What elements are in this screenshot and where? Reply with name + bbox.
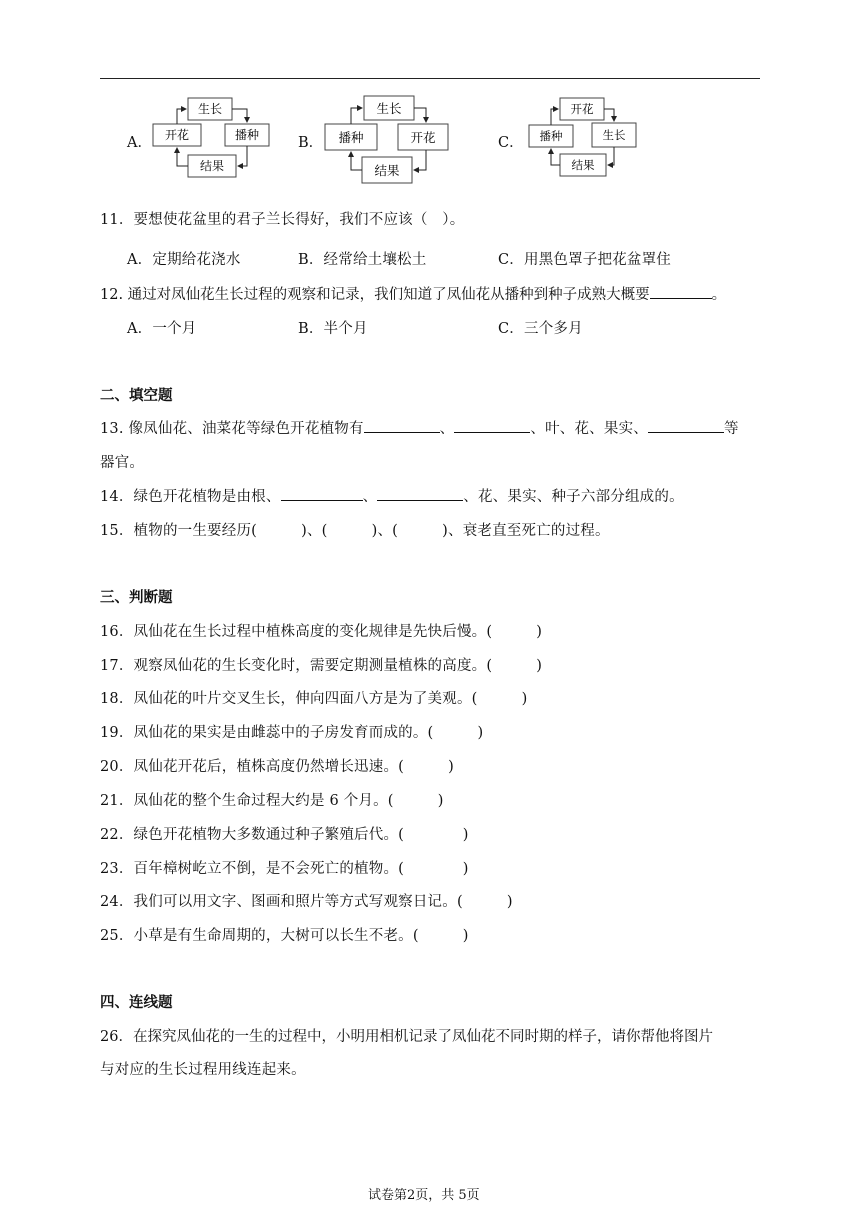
q10a-text-right: 播种: [234, 128, 260, 142]
q10c-text-left: 播种: [539, 129, 563, 143]
q10-option-c-label: C．: [498, 135, 524, 151]
q10-option-a-label: A．: [127, 135, 152, 151]
q16-text: 16．凤仙花在生长过程中植株高度的变化规律是先快后慢。( ): [100, 624, 543, 640]
q11-option-b: B．经常给土壤松土: [298, 252, 427, 268]
q14-sep: 、: [362, 489, 378, 505]
q12-blank[interactable]: [650, 284, 712, 299]
q14-blank-1[interactable]: [281, 486, 363, 501]
q10a-text-top: 生长: [197, 102, 223, 116]
q18-text: 18．凤仙花的叶片交叉生长，伸向四面八方是为了美观。( ): [100, 691, 528, 707]
q13-text-a: 13. 像凤仙花、油菜花等绿色开花植物有: [100, 421, 364, 437]
q13-blank-1[interactable]: [364, 418, 440, 433]
q12-option-b: B．半个月: [298, 321, 368, 337]
q11-text: 11．要想使花盆里的君子兰长得好，我们不应该（ ）。: [100, 212, 465, 228]
q13-line2: 器官。: [100, 455, 145, 471]
q14-text-end: 、花、果实、种子六部分组成的。: [463, 489, 684, 505]
q21-text: 21．凤仙花的整个生命过程大约是 6 个月。( ): [100, 793, 444, 809]
q10b-text-bottom: 结果: [374, 163, 400, 178]
q10a-text-left: 开花: [164, 128, 190, 142]
q12-text: 12. 通过对凤仙花生长过程的观察和记录，我们知道了凤仙花从播种到种子成熟大概要: [100, 287, 650, 303]
q13-text-mid: 、叶、花、果实、: [530, 421, 648, 437]
q13-text-end: 等: [723, 421, 739, 437]
q12-option-c: C．三个多月: [498, 321, 583, 337]
q14-text-a: 14．绿色开花植物是由根、: [100, 489, 281, 505]
q10-option-b-label: B．: [298, 135, 324, 151]
q11-option-c: C．用黑色罩子把花盆罩住: [498, 252, 671, 268]
q25-text: 25．小草是有生命周期的，大树可以长生不老。( ): [100, 928, 469, 944]
q11-option-a: A．定期给花浇水: [127, 252, 241, 268]
q14-blank-2[interactable]: [377, 486, 463, 501]
q10b-text-right: 开花: [410, 130, 436, 145]
q10b-text-left: 播种: [338, 130, 364, 145]
q26-line1: 26．在探究凤仙花的一生的过程中，小明用相机记录了凤仙花不同时期的样子，请你帮他将图片: [100, 1029, 713, 1045]
header-rule: [100, 78, 760, 79]
section2-title: 二、填空题: [100, 387, 173, 404]
q12-line: [100, 283, 726, 304]
section4-title: 四、连线题: [100, 994, 173, 1011]
q13-line1: [100, 417, 739, 438]
q10-option-a-diagram: [150, 95, 270, 183]
q15-text: 15．植物的一生要经历( )、( )、( )、衰老直至死亡的过程。: [100, 523, 610, 539]
q24-text: 24．我们可以用文字、图画和照片等方式写观察日记。( ): [100, 894, 513, 910]
q10c-text-bottom: 结果: [571, 158, 595, 172]
q23-text: 23．百年樟树屹立不倒，是不会死亡的植物。( ): [100, 861, 469, 877]
q22-text: 22．绿色开花植物大多数通过种子繁殖后代。( ): [100, 827, 469, 843]
q10c-text-top: 开花: [570, 102, 594, 116]
q10a-text-bottom: 结果: [199, 159, 225, 173]
q20-text: 20．凤仙花开花后，植株高度仍然增长迅速。( ): [100, 759, 454, 775]
q19-text: 19．凤仙花的果实是由雌蕊中的子房发育而成的。( ): [100, 725, 484, 741]
q13-blank-2[interactable]: [454, 418, 530, 433]
q10c-text-right: 生长: [602, 128, 626, 142]
page-footer: 试卷第2页，共 5页: [368, 1188, 480, 1203]
q10b-text-top: 生长: [376, 101, 402, 116]
section3-title: 三、判断题: [100, 589, 173, 606]
q13-sep1: 、: [439, 421, 455, 437]
q10-option-c-diagram: [526, 95, 642, 183]
q12-text-end: 。: [711, 287, 727, 303]
q12-option-a: A．一个月: [127, 321, 197, 337]
q13-blank-3[interactable]: [648, 418, 724, 433]
q17-text: 17．观察凤仙花的生长变化时，需要定期测量植株的高度。( ): [100, 658, 543, 674]
q26-line2: 与对应的生长过程用线连起来。: [100, 1062, 306, 1078]
q10-option-b-diagram: [322, 93, 452, 187]
q14-line: [100, 485, 684, 506]
